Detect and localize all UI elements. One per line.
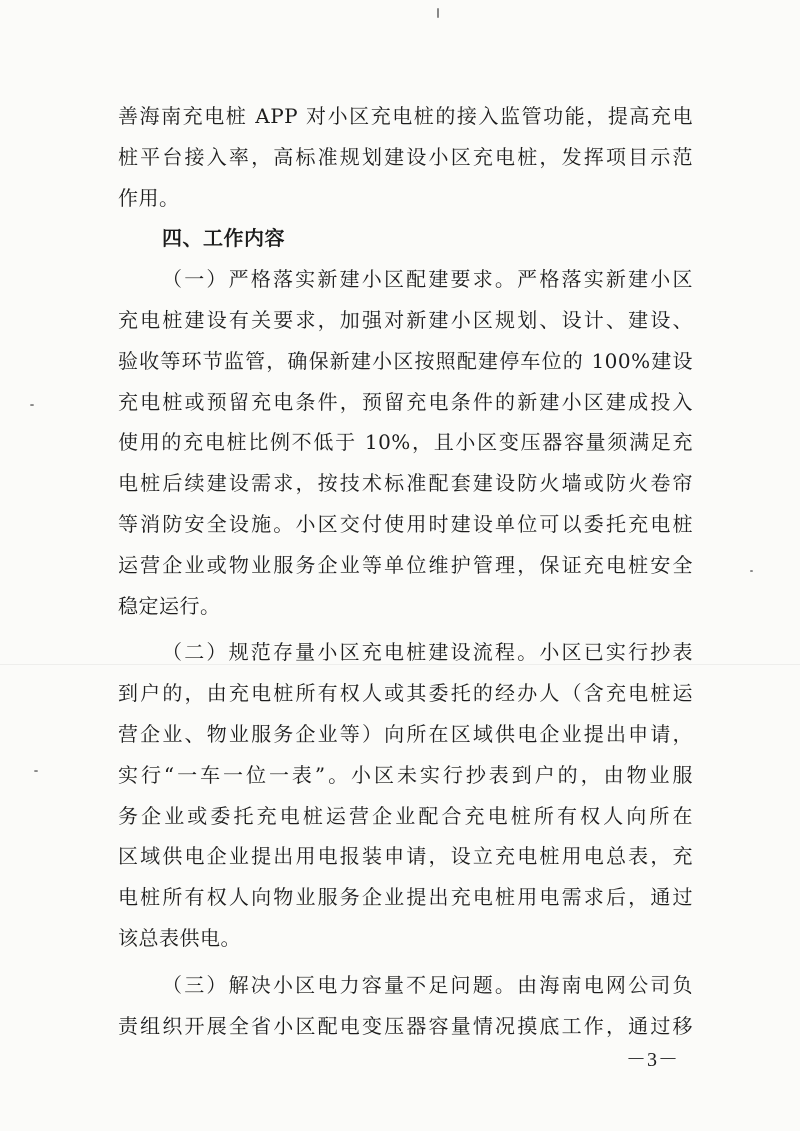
paragraph-1 — [118, 259, 693, 626]
text-line: （二）规范存量小区充电桩建设流程。小区已实行抄表 — [162, 640, 693, 665]
text-line: （三）解决小区电力容量不足问题。由海南电网公司负 — [162, 972, 693, 997]
text-line: 桩平台接入率，高标准规划建设小区充电桩，发挥项目示范 — [118, 144, 693, 169]
text-line: 务企业或委托充电桩运营企业配合充电桩所有权人向所在 — [118, 803, 693, 828]
scan-speck — [34, 770, 38, 772]
paragraph-3 — [118, 965, 693, 1047]
text-line: 验收等环节监管，确保新建小区按照配建停车位的 100%建设 — [118, 348, 693, 373]
text-line: 善海南充电桩 APP 对小区充电桩的接入监管功能，提高充电 — [118, 104, 693, 128]
text-line: 电桩所有权人向物业服务企业提出充电桩用电需求后，通过 — [118, 885, 693, 910]
section-heading: 四、工作内容 — [162, 226, 285, 251]
text-line: 实行“一车一位一表”。小区未实行抄表到户的，由物业服 — [118, 762, 693, 787]
document-body — [118, 96, 693, 1046]
text-line: 到户的，由充电桩所有权人或其委托的经办人（含充电桩运 — [118, 681, 693, 706]
text-line: 责组织开展全省小区配电变压器容量情况摸底工作，通过移 — [118, 1013, 693, 1038]
scan-speck — [30, 404, 34, 406]
paragraph-2 — [118, 632, 693, 958]
text-line: 区域供电企业提出用电报装申请，设立充电桩用电总表，充 — [118, 844, 693, 869]
text-line: 电桩后续建设需求，按技术标准配套建设防火墙或防火卷帘 — [118, 471, 693, 496]
text-line: 充电桩或预留充电条件，预留充电条件的新建小区建成投入 — [118, 389, 693, 414]
scan-speck — [437, 8, 439, 18]
text-line: 等消防安全设施。小区交付使用时建设单位可以委托充电桩 — [118, 511, 693, 536]
text-line: 稳定运行。 — [118, 593, 221, 618]
text-line: 该总表供电。 — [118, 925, 241, 950]
text-line: 运营企业或物业服务企业等单位维护管理，保证充电桩安全 — [118, 552, 693, 577]
text-line: 使用的充电桩比例不低于 10%，且小区变压器容量须满足充 — [118, 430, 693, 455]
text-line: （一）严格落实新建小区配建要求。严格落实新建小区 — [162, 267, 693, 292]
text-line: 充电桩建设有关要求，加强对新建小区规划、设计、建设、 — [118, 307, 693, 332]
page-number: －3－ — [626, 1049, 679, 1071]
scan-speck — [750, 570, 753, 572]
text-line: 作用。 — [118, 185, 180, 210]
intro-paragraph — [118, 96, 693, 218]
text-line: 营企业、物业服务企业等）向所在区域供电企业提出申请， — [118, 721, 693, 746]
